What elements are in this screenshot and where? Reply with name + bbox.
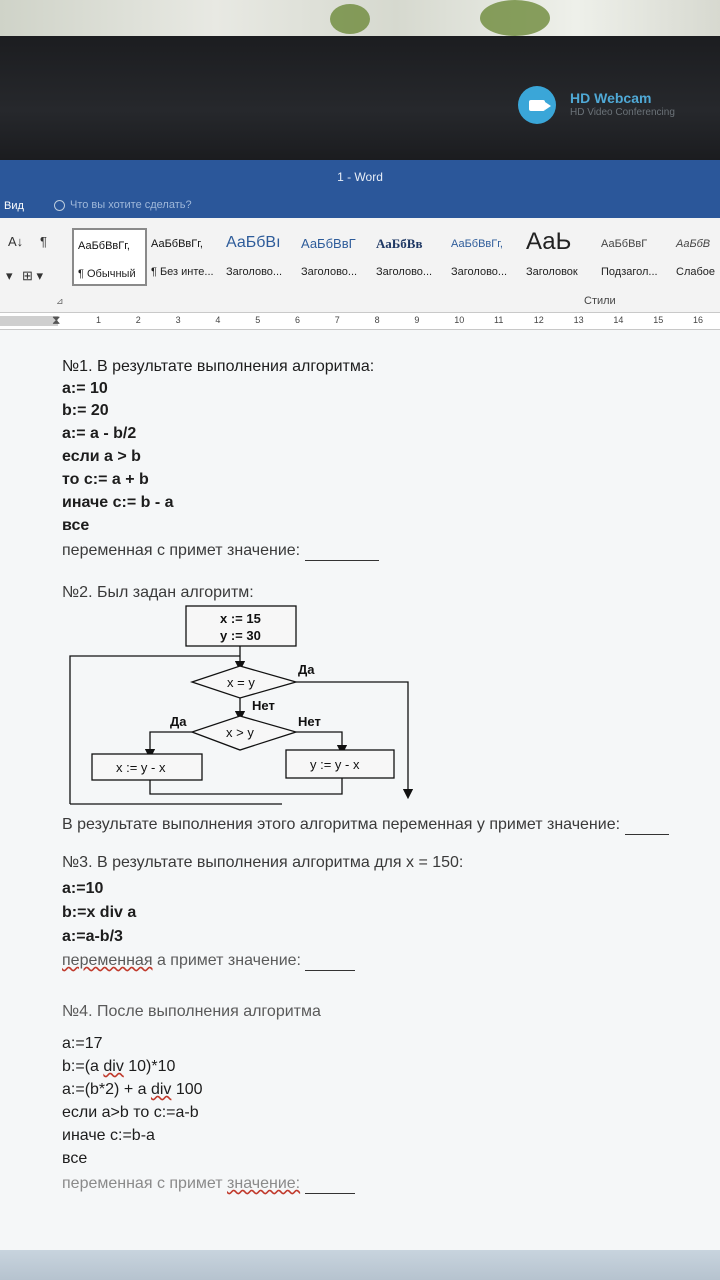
cond1-label: x = y	[227, 675, 255, 690]
q4-line: a:=17	[62, 1035, 103, 1052]
q4-div-word: div	[103, 1058, 124, 1075]
style-preview: АаБбВ	[676, 238, 711, 250]
style-name: Заголово...	[376, 266, 433, 278]
document-page[interactable]	[0, 330, 720, 1250]
style-subtle-emphasis[interactable]	[672, 228, 717, 286]
borders-icon[interactable]: ⊞ ▾	[22, 268, 44, 283]
q3-answer	[62, 952, 355, 971]
style-name: Заголово...	[451, 266, 508, 278]
style-preview: АаБбВвГ	[301, 236, 356, 251]
style-heading-4[interactable]	[447, 228, 522, 286]
ruler-number: 10	[454, 315, 465, 325]
ruler-number: 12	[533, 315, 544, 325]
yes2-label: Да	[170, 714, 187, 729]
q4-title: №4. После выполнения алгоритма	[62, 1003, 321, 1020]
style-name: Заголовок	[526, 266, 578, 278]
init-x-label: x := 15	[220, 611, 261, 626]
q1-title: №1. В результате выполнения алгоритма:	[62, 358, 375, 375]
left-branch-line	[150, 732, 192, 754]
ruler-number: 5	[255, 315, 261, 325]
tab-view[interactable]: Вид	[4, 200, 24, 212]
ruler-number: 13	[573, 315, 584, 325]
ruler-number: 14	[613, 315, 624, 325]
style-normal[interactable]	[72, 228, 147, 286]
yes-label: Да	[298, 662, 315, 677]
q3-line: a:=a-b/3	[62, 928, 123, 945]
ruler-number: 7	[334, 315, 340, 325]
q4-line-part: 10)*10	[123, 1058, 176, 1075]
q4-line-part: a:=(b*2) + a	[62, 1081, 151, 1098]
q1-answer	[62, 542, 379, 561]
sort-icon[interactable]: A↓	[8, 234, 24, 249]
q4-div-word: div	[150, 1081, 172, 1098]
background-wall	[0, 0, 720, 40]
horizontal-ruler[interactable]	[0, 313, 720, 330]
q1-line: то c:= a + b	[62, 471, 149, 488]
ruler-number: 8	[374, 315, 380, 325]
q4-answer-word: значение:	[227, 1175, 301, 1192]
title-bar	[0, 160, 720, 196]
q1-line: все	[62, 517, 90, 534]
monitor-bezel	[0, 36, 720, 160]
no-label: Нет	[252, 698, 275, 713]
flowchart	[62, 604, 422, 810]
no2-label: Нет	[298, 714, 321, 729]
style-preview: АаЬ	[526, 228, 572, 255]
webcam-subtitle: HD Video Conferencing	[570, 107, 675, 118]
taskbar-edge	[0, 1250, 720, 1280]
plant-leaf	[330, 4, 370, 34]
style-title[interactable]	[522, 228, 597, 286]
style-subtitle[interactable]	[597, 228, 672, 286]
ribbon	[0, 218, 720, 313]
style-name: Заголово...	[226, 266, 283, 278]
q1-line: если a > b	[62, 448, 141, 465]
q1-line: a:= a - b/2	[62, 425, 137, 442]
q4-line: если a>b то c:=a-b	[62, 1104, 199, 1121]
q1-line: иначе c:= b - a	[62, 494, 174, 511]
ruler-number: 3	[175, 315, 181, 325]
style-name: ¶ Обычный	[78, 268, 136, 280]
style-preview: АаБбВв	[376, 236, 423, 251]
webcam-label	[518, 86, 675, 124]
q4-line	[62, 1081, 203, 1099]
window-title: 1 - Word	[337, 170, 383, 184]
q1-line: a:= 10	[62, 380, 108, 397]
style-preview: АаБбВı	[226, 234, 281, 251]
q2-title: №2. Был задан алгоритм:	[62, 584, 254, 601]
q2-answer-text: В результате выполнения этого алгоритма переменная у примет значение:	[62, 816, 621, 833]
ruler-number: 15	[653, 315, 664, 325]
ruler-number: 2	[135, 315, 141, 325]
q2-answer-blank[interactable]	[625, 816, 669, 835]
ruler-number: 9	[414, 315, 420, 325]
style-preview: АаБбВвГ	[601, 238, 648, 250]
ruler-number: 11	[494, 315, 504, 325]
shading-icon[interactable]: ▾	[6, 268, 13, 283]
q4-line: иначе c:=b-a	[62, 1127, 155, 1144]
init-y-label: y := 30	[220, 628, 261, 643]
cond2-label: x > y	[226, 725, 254, 740]
ruler-number: 16	[693, 315, 704, 325]
styles-gallery	[72, 228, 717, 288]
lightbulb-icon	[54, 200, 65, 211]
plant-leaf	[480, 0, 550, 36]
q4-line: все	[62, 1150, 88, 1167]
dialog-launcher-icon[interactable]: ⊿	[56, 296, 64, 306]
style-preview: АаБбВвГг,	[78, 240, 130, 252]
ribbon-tabs	[0, 196, 720, 218]
q4-answer-blank[interactable]	[305, 1175, 355, 1194]
style-preview: АаБбВвГг,	[151, 238, 203, 250]
indent-marker-icon[interactable]: ⧗	[52, 313, 61, 327]
q3-answer-word: переменная	[62, 952, 153, 969]
q4-answer-text: переменная с примет	[62, 1175, 228, 1192]
webcam-title: HD Webcam	[570, 90, 652, 106]
ruler-number: 4	[215, 315, 221, 325]
q2-answer	[62, 816, 669, 835]
q3-line: a:=10	[62, 880, 104, 897]
q4-line-part: b:=(a	[62, 1058, 104, 1075]
pilcrow-icon[interactable]: ¶	[40, 234, 47, 249]
q3-answer-text: а примет значение:	[152, 952, 301, 969]
style-name: Заголово...	[301, 266, 358, 278]
q1-answer-text: переменная с примет значение:	[62, 542, 301, 559]
styles-group-label: Стили	[584, 295, 616, 307]
tell-me-box[interactable]	[54, 199, 192, 211]
ruler-number: 6	[295, 315, 301, 325]
ruler-margin	[0, 316, 58, 326]
style-no-spacing[interactable]	[147, 228, 222, 286]
right-branch-line	[296, 732, 342, 750]
q4-line	[62, 1058, 175, 1076]
tell-me-placeholder: Что вы хотите сделать?	[70, 199, 192, 211]
ribbon-group-footer	[0, 294, 720, 310]
ruler-number: 1	[96, 315, 102, 325]
style-name: Слабое	[676, 266, 716, 278]
camera-icon	[518, 86, 556, 124]
q4-answer	[62, 1175, 355, 1194]
style-heading-1[interactable]	[222, 228, 297, 286]
q3-answer-blank[interactable]	[305, 952, 355, 971]
style-preview: АаБбВвГг,	[451, 238, 503, 250]
q1-answer-blank[interactable]	[305, 542, 379, 561]
assign-right-label: y := y - x	[310, 757, 360, 772]
q4-line-part: 100	[171, 1081, 203, 1098]
q3-title: №3. В результате выполнения алгоритма для x = 150:	[62, 854, 464, 871]
style-heading-2[interactable]	[297, 228, 372, 286]
style-name: ¶ Без инте...	[151, 266, 214, 278]
style-name: Подзагол...	[601, 266, 658, 278]
q3-line: b:=x div a	[62, 904, 137, 921]
style-heading-3[interactable]	[372, 228, 447, 286]
assign-left-label: x := y - x	[116, 760, 166, 775]
q1-line: b:= 20	[62, 402, 109, 419]
